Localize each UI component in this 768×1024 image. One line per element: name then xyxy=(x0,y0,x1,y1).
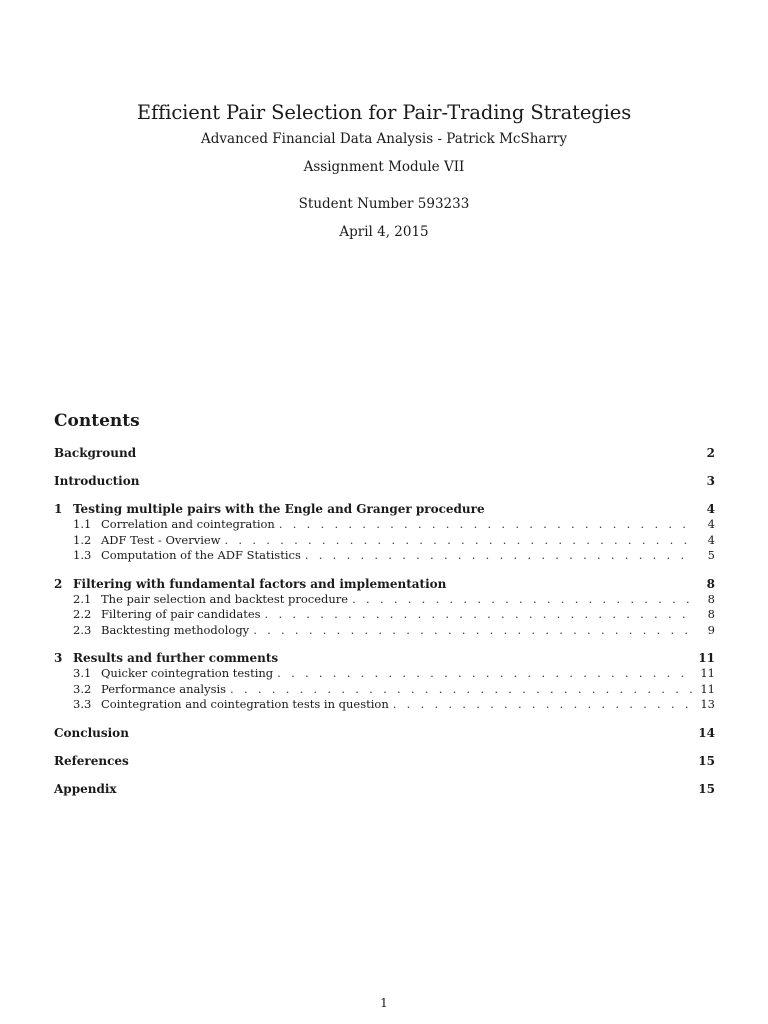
toc-subsection-2-1[interactable] xyxy=(54,592,715,608)
toc-section-number: 2 xyxy=(54,576,63,591)
toc-section-3[interactable] xyxy=(54,650,715,666)
toc-subsection-page: 8 xyxy=(707,607,715,621)
toc-subsection-page: 4 xyxy=(707,532,715,547)
toc-subsection-number: 2.3 xyxy=(73,622,92,637)
toc-subsection-1-3[interactable] xyxy=(54,548,715,564)
toc-subsection-label: The pair selection and backtest procedure xyxy=(101,591,349,606)
toc-subsection-1-1[interactable] xyxy=(54,517,715,533)
toc-subsection-number: 1.1 xyxy=(73,517,92,531)
toc-subsection-3-3[interactable] xyxy=(54,697,715,713)
title-block xyxy=(0,100,768,240)
toc-entry-references[interactable] xyxy=(54,753,715,769)
toc-subsection-page: 4 xyxy=(707,517,715,531)
toc-entry-conclusion[interactable] xyxy=(54,725,715,741)
toc-entry-page: 2 xyxy=(706,446,715,460)
dot-leader xyxy=(305,548,693,564)
toc-entry-page: 15 xyxy=(698,781,715,796)
student-number: Student Number 593233 xyxy=(298,196,470,212)
dot-leader xyxy=(265,607,693,623)
assignment-module: Assignment Module VII xyxy=(303,159,465,175)
toc-subsection-label: Cointegration and cointegration tests in question xyxy=(101,697,389,711)
toc-entry-appendix[interactable] xyxy=(54,781,715,797)
toc-subsection-page: 9 xyxy=(707,622,715,637)
toc-subsection-page: 13 xyxy=(700,697,715,711)
dot-leader xyxy=(225,533,693,549)
toc-section-page: 11 xyxy=(698,651,715,665)
toc-subsection-number: 2.2 xyxy=(73,607,92,621)
dot-leader xyxy=(279,517,693,533)
toc-subsection-page: 11 xyxy=(700,666,715,680)
toc-subsection-page: 5 xyxy=(707,548,715,562)
toc-subsection-number: 3.3 xyxy=(73,697,92,711)
toc-entry-page: 15 xyxy=(698,753,715,768)
toc-subsection-label: Correlation and cointegration xyxy=(101,517,275,531)
toc-subsection-number: 2.1 xyxy=(73,591,92,606)
toc-section-number: 1 xyxy=(54,502,63,516)
toc-subsection-label: Quicker cointegration testing xyxy=(101,666,274,680)
toc-subsection-3-2[interactable] xyxy=(54,682,715,698)
toc-section-2[interactable] xyxy=(54,576,715,592)
toc-subsection-page: 8 xyxy=(707,591,715,606)
toc-section-label: Results and further comments xyxy=(73,651,279,665)
toc-section-number: 3 xyxy=(54,651,63,665)
toc-subsection-3-1[interactable] xyxy=(54,666,715,682)
toc-subsection-label: Backtesting methodology xyxy=(101,622,250,637)
toc-entry-label: Conclusion xyxy=(54,725,129,740)
toc-entry-label: Introduction xyxy=(54,474,140,488)
dot-leader xyxy=(393,697,693,713)
dot-leader xyxy=(253,623,693,639)
toc-section-1[interactable] xyxy=(54,501,715,517)
page-number: 1 xyxy=(380,996,388,1010)
toc-section-page: 4 xyxy=(706,502,715,516)
toc-entry-label: References xyxy=(54,753,129,768)
toc-entry-introduction[interactable] xyxy=(54,473,715,489)
toc-section-label: Filtering with fundamental factors and implementation xyxy=(73,576,447,591)
toc-subsection-label: Filtering of pair candidates xyxy=(101,607,261,621)
toc-entry-label: Background xyxy=(54,446,137,460)
dot-leader xyxy=(277,666,693,682)
toc-section-page: 8 xyxy=(706,576,715,591)
toc-subsection-2-3[interactable] xyxy=(54,623,715,639)
toc-subsection-number: 3.2 xyxy=(73,681,92,696)
toc-subsection-label: ADF Test - Overview xyxy=(101,532,221,547)
toc-section-label: Testing multiple pairs with the Engle and Granger procedure xyxy=(73,502,485,516)
toc-subsection-label: Performance analysis xyxy=(101,681,227,696)
toc-subsection-number: 1.2 xyxy=(73,532,92,547)
dot-leader xyxy=(230,682,693,698)
dot-leader xyxy=(352,592,693,608)
toc-entry-page: 3 xyxy=(706,474,715,488)
toc-heading: Contents xyxy=(54,411,140,431)
document-title: Efficient Pair Selection for Pair-Trading Strategies xyxy=(136,101,632,124)
toc-subsection-page: 11 xyxy=(700,681,715,696)
table-of-contents xyxy=(54,409,715,797)
toc-subsection-label: Computation of the ADF Statistics xyxy=(101,548,301,562)
document-subtitle: Advanced Financial Data Analysis - Patrick McSharry xyxy=(201,131,567,147)
toc-subsection-1-2[interactable] xyxy=(54,533,715,549)
toc-entry-label: Appendix xyxy=(54,781,117,796)
document-date: April 4, 2015 xyxy=(339,224,429,240)
toc-entry-page: 14 xyxy=(698,725,715,740)
toc-subsection-number: 1.3 xyxy=(73,548,92,562)
toc-subsection-number: 3.1 xyxy=(73,666,92,680)
toc-subsection-2-2[interactable] xyxy=(54,607,715,623)
toc-entry-background[interactable] xyxy=(54,445,715,461)
